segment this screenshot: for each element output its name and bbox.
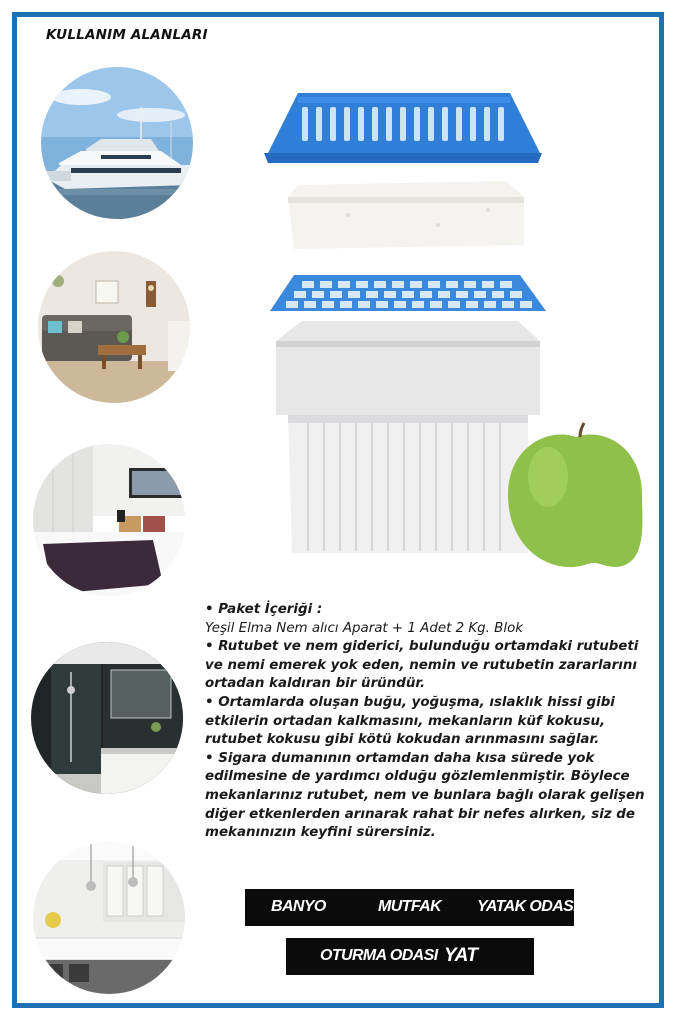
bullet-3: • Sigara dumanının ortamdan daha kısa sürede yok edilmesine de yardımcı olduğu gözlemlenmiştir. Böylece mekanlarınız rutubet, nem ve bunlara bağlı olarak gelişen diğer etkenlerden arınarak rahat bir nefes alırken, siz de mekanınızın keyfini sürersiniz.: [205, 750, 645, 841]
living-room-photo: [38, 251, 190, 403]
tag-yatak-odasi: YATAK ODASI: [477, 898, 578, 915]
tag-oturma-odasi: OTURMA ODASI: [320, 947, 438, 964]
green-apple: [508, 423, 642, 567]
bathroom-photo: [31, 642, 183, 794]
tag-banyo: BANYO: [271, 898, 326, 915]
absorber-block: [288, 181, 524, 249]
package-title: • Paket İçeriği :: [205, 602, 323, 617]
tag-mutfak: MUTFAK: [378, 898, 442, 915]
kitchen-photo: [33, 842, 185, 994]
bullet-1: • Rutubet ve nem giderici, bulunduğu ortamdaki rutubeti ve nemi emerek yok eden, nemin ve rutubetin zararlarını ortadan kaldıran bir üründür.: [205, 639, 639, 692]
product-illustration: [258, 85, 658, 575]
container-box: [276, 321, 540, 553]
page-heading: KULLANIM ALANLARI: [46, 27, 208, 43]
bedroom-photo: [33, 444, 185, 596]
bullet-2: • Ortamlarda oluşan buğu, yoğuşma, ıslaklık hissi gibi etkilerin ortadan kalkmasını, mekanların küf kokusu, rutubet kokusu gibi kötü kokudan arınmasını sağlar.: [205, 694, 615, 748]
grid-plate: [270, 275, 546, 311]
tag-yat: YAT: [444, 945, 478, 966]
yacht-photo: [41, 67, 193, 219]
package-content: Yeşil Elma Nem alıcı Aparat + 1 Adet 2 Kg. Blok: [205, 620, 524, 636]
usage-tags-row-1: [245, 889, 578, 926]
usage-tags-row-2: [286, 938, 534, 975]
basket-lid: [264, 93, 542, 163]
product-description: [205, 601, 650, 843]
